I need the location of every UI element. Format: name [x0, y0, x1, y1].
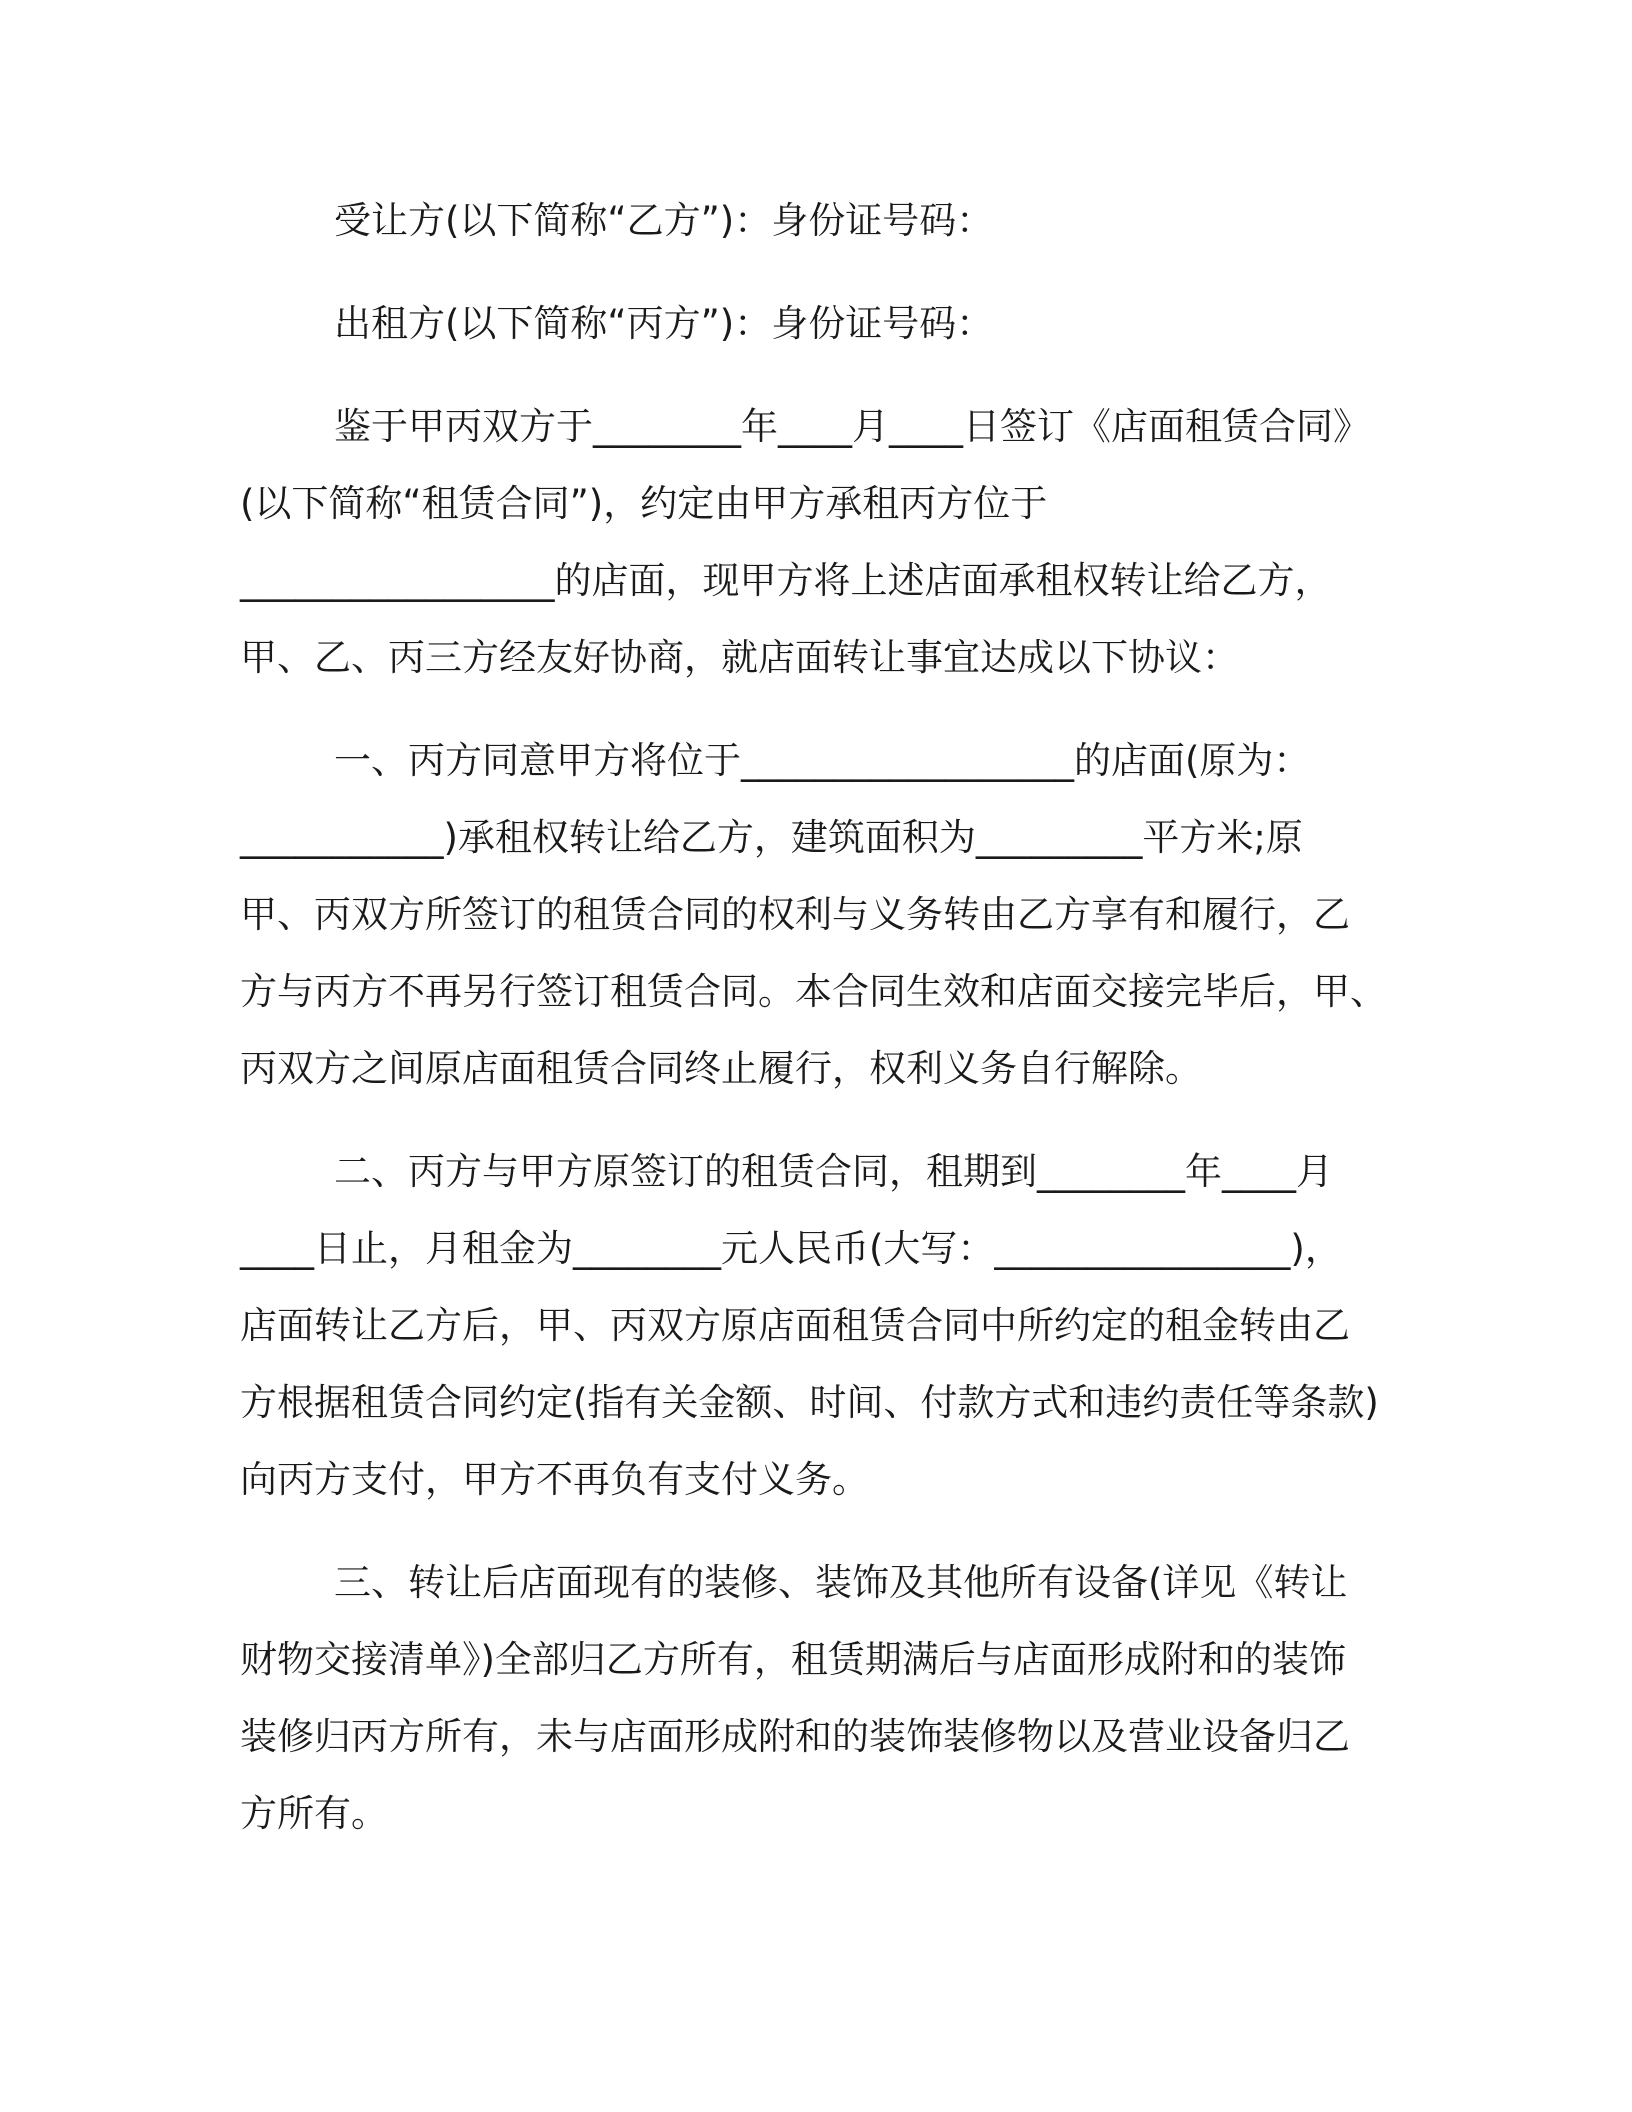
- preamble-line: _________________的店面，现甲方将上述店面承租权转让给乙方，: [240, 559, 1332, 602]
- clause-3-paragraph: [240, 1544, 1380, 1852]
- clause-3-line: 三、转让后店面现有的装修、装饰及其他所有设备(详见《转让: [334, 1561, 1348, 1604]
- clause-1-line: 甲、丙双方所签订的租赁合同的权利与义务转由乙方享有和履行，乙: [240, 893, 1350, 936]
- clause-1-line: 一、丙方同意甲方将位于__________________的店面(原为：: [334, 739, 1311, 782]
- preamble-paragraph: [240, 388, 1380, 696]
- clause-3-line: 财物交接清单》)全部归乙方所有，租赁期满后与店面形成附和的装饰: [240, 1638, 1346, 1681]
- preamble-line: 鉴于甲丙双方于________年____月____日签订《店面租赁合同》: [334, 405, 1370, 448]
- clause-3-line: 方所有。: [240, 1792, 388, 1835]
- clause-2-line: 方根据租赁合同约定(指有关金额、时间、付款方式和违约责任等条款): [240, 1381, 1379, 1424]
- clause-2-line: 向丙方支付，甲方不再负有支付义务。: [240, 1458, 869, 1501]
- preamble-line: 甲、乙、丙三方经友好协商，就店面转让事宜达成以下协议：: [240, 636, 1239, 679]
- party-b-text: 受让方(以下简称“乙方”)：身份证号码：: [334, 199, 994, 242]
- clause-2-paragraph: [240, 1133, 1380, 1518]
- party-c-line: [240, 285, 1380, 362]
- clause-1-line: 方与丙方不再另行签订租赁合同。本合同生效和店面交接完毕后，甲、: [240, 970, 1387, 1013]
- clause-2-line: ____日止，月租金为________元人民币(大写：________________)，: [240, 1227, 1342, 1270]
- clause-1-line: 丙双方之间原店面租赁合同终止履行，权利义务自行解除。: [240, 1047, 1202, 1090]
- clause-2-line: 二、丙方与甲方原签订的租赁合同，租期到________年____月: [334, 1150, 1333, 1193]
- preamble-line: (以下简称“租赁合同”)，约定由甲方承租丙方位于: [240, 482, 1048, 525]
- party-b-line: [240, 182, 1380, 259]
- document-body: [240, 182, 1387, 1852]
- party-c-text: 出租方(以下简称“丙方”)：身份证号码：: [334, 302, 994, 345]
- clause-1-paragraph: [240, 722, 1387, 1107]
- clause-2-line: 店面转让乙方后，甲、丙双方原店面租赁合同中所约定的租金转由乙: [240, 1304, 1350, 1347]
- clause-3-line: 装修归丙方所有，未与店面形成附和的装饰装修物以及营业设备归乙: [240, 1715, 1350, 1758]
- clause-1-line: ___________)承租权转让给乙方，建筑面积为_________平方米;原: [240, 816, 1303, 859]
